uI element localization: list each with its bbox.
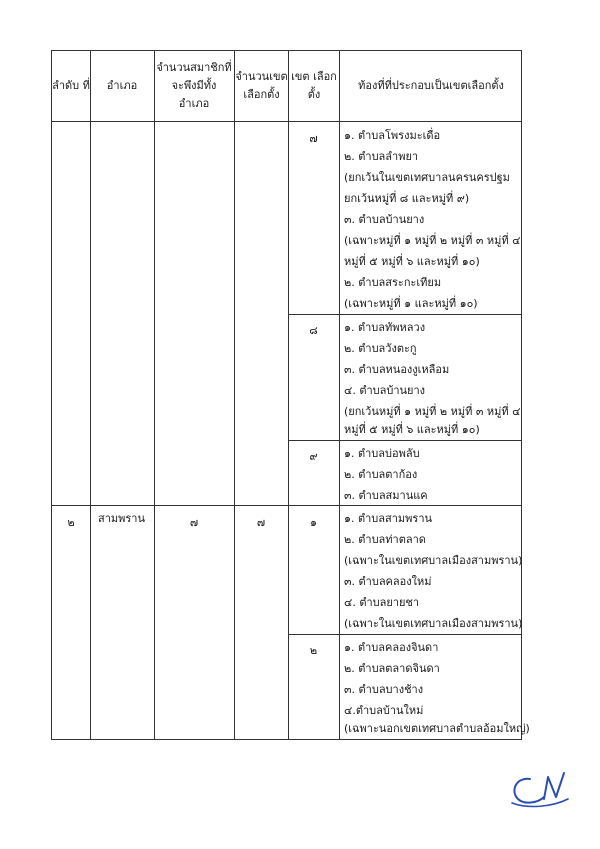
area-line: ๓. ตำบลสมานแค — [344, 489, 428, 502]
zone-number: ๘ — [309, 324, 318, 337]
header-members: จำนวนสมาชิกที่ จะพึงมีทั้ง อำเภอ — [156, 61, 232, 110]
area-line: (เฉพาะนอกเขตเทศบาลตำบลอ้อมใหญ่) — [344, 722, 530, 735]
area-line: ๑. ตำบลสามพราน — [344, 512, 433, 525]
row-divider — [52, 505, 521, 506]
header-zone: เขต เลือกตั้ง — [291, 70, 337, 101]
area-line: ๒. ตำบลวังตะกู — [344, 342, 417, 355]
area-line: ๓. ตำบลหนองงูเหลือม — [344, 363, 450, 376]
area-line: ๔. ตำบลบ้านยาง — [344, 384, 426, 397]
row-number: ๒ — [67, 516, 75, 529]
col-divider — [339, 51, 340, 739]
area-line: ๔.ตำบลบ้านใหม่ — [344, 704, 424, 717]
area-line: (เฉพาะในเขตเทศบาลเมืองสามพราน) — [344, 554, 523, 567]
header-bottom-line — [52, 121, 521, 122]
area-line: ๒. ตำบลลำพยา — [344, 150, 419, 163]
col-divider — [154, 51, 155, 739]
area-line: ๓. ตำบลบางช้าง — [344, 683, 424, 696]
handwritten-signature — [508, 769, 572, 809]
header-zone-count: จำนวนเขต เลือกตั้ง — [235, 70, 288, 101]
zone-number: ๗ — [309, 132, 318, 145]
area-line: (เฉพาะหมู่ที่ ๑ และหมู่ที่ ๑๐) — [344, 297, 478, 310]
header-area: ท้องที่ที่ประกอบเป็นเขตเลือกตั้ง — [358, 79, 504, 92]
header-no: ลำดับ ที่ — [52, 79, 90, 92]
col-divider — [234, 51, 235, 739]
area-line: (เฉพาะในเขตเทศบาลเมืองสามพราน) — [344, 617, 523, 630]
area-line: ๑. ตำบลทัพหลวง — [344, 321, 426, 334]
area-line: ๑. ตำบลคลองจินดา — [344, 641, 439, 654]
area-line: ๑. ตำบลโพรงมะเดื่อ — [344, 129, 441, 142]
area-line: (ยกเว้นในเขตเทศบาลนครนครปฐม — [344, 171, 510, 184]
zone-divider — [288, 634, 521, 635]
area-line: ยกเว้นหมู่ที่ ๘ และหมู่ที่ ๙) — [344, 192, 470, 205]
district-name: สามพราน — [98, 512, 145, 525]
area-line: ๓. ตำบลคลองใหม่ — [344, 575, 432, 588]
area-line: ๓. ตำบลบ้านยาง — [344, 213, 425, 226]
zone-divider — [288, 314, 521, 315]
zone-number: ๙ — [309, 450, 318, 463]
area-line: (ยกเว้นหมู่ที่ ๑ หมู่ที่ ๒ หมู่ที่ ๓ หมู่ที่ ๔ — [344, 405, 521, 418]
zone-count: ๗ — [256, 516, 266, 529]
area-line: ๒. ตำบลตลาดจินดา — [344, 662, 440, 675]
col-divider — [90, 51, 91, 739]
area-line: (เฉพาะหมู่ที่ ๑ หมู่ที่ ๒ หมู่ที่ ๓ หมู่ที่ ๔ — [344, 234, 521, 247]
area-line: ๑. ตำบลบ่อพลับ — [344, 447, 420, 460]
area-line: ๒. ตำบลตาก้อง — [344, 468, 418, 481]
area-line: ๒. ตำบลสระกะเทียม — [344, 276, 442, 289]
member-count: ๗ — [189, 516, 199, 529]
area-line: ๔. ตำบลยายชา — [344, 596, 420, 609]
zone-number: ๑ — [310, 516, 317, 529]
zone-divider — [288, 440, 521, 441]
col-divider — [288, 51, 289, 739]
header-district: อำเภอ — [106, 79, 138, 92]
area-line: หมู่ที่ ๕ หมู่ที่ ๖ และหมู่ที่ ๑๐) — [344, 423, 480, 436]
election-zone-table — [51, 50, 530, 740]
area-line: ๒. ตำบลท่าตลาด — [344, 533, 426, 546]
area-line: หมู่ที่ ๕ หมู่ที่ ๖ และหมู่ที่ ๑๐) — [344, 255, 480, 268]
zone-number: ๒ — [309, 644, 318, 657]
